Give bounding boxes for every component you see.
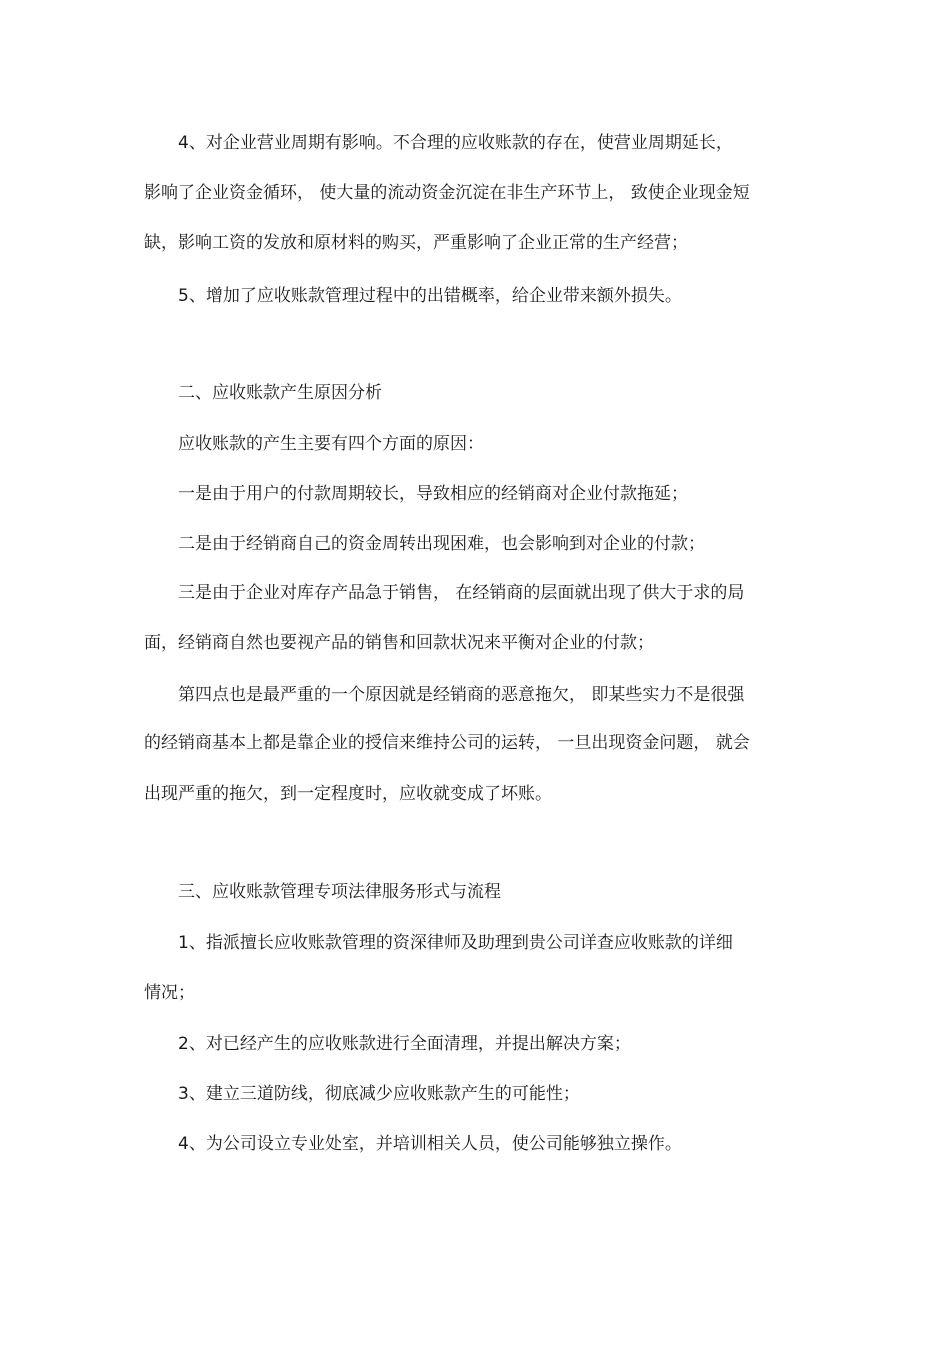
paragraph-line: 情况； — [144, 983, 195, 1003]
paragraph-line: 1、指派擅长应收账款管理的资深律师及助理到贵公司详查应收账款的详细 — [178, 933, 733, 953]
paragraph-line: 一是由于用户的付款周期较长，导致相应的经销商对企业付款拖延； — [178, 484, 688, 504]
paragraph-line: 5、增加了应收账款管理过程中的出错概率，给企业带来额外损失。 — [178, 286, 682, 306]
paragraph-line: 影响了企业资金循环， 使大量的流动资金沉淀在非生产环节上， 致使企业现金短 — [144, 183, 750, 203]
paragraph-line: 三是由于企业对库存产品急于销售， 在经销商的层面就出现了供大于求的局 — [178, 583, 745, 603]
paragraph-line: 面，经销商自然也要视产品的销售和回款状况来平衡对企业的付款； — [144, 633, 654, 653]
paragraph-line: 4、对企业营业周期有影响。不合理的应收账款的存在，使营业周期延长， — [178, 133, 733, 153]
paragraph-line: 2、对已经产生的应收账款进行全面清理，并提出解决方案； — [178, 1034, 631, 1054]
paragraph-line: 二是由于经销商自己的资金周转出现困难，也会影响到对企业的付款； — [178, 534, 705, 554]
section-heading: 三、应收账款管理专项法律服务形式与流程 — [178, 882, 501, 902]
paragraph-line: 缺，影响工资的发放和原材料的购买，严重影响了企业正常的生产经营； — [144, 233, 688, 253]
paragraph-line: 出现严重的拖欠，到一定程度时，应收就变成了坏账。 — [144, 784, 552, 804]
paragraph-line: 的经销商基本上都是靠企业的授信来维持公司的运转， 一旦出现资金问题， 就会 — [144, 733, 750, 753]
paragraph-line: 应收账款的产生主要有四个方面的原因： — [178, 434, 484, 454]
paragraph-line: 第四点也是最严重的一个原因就是经销商的恶意拖欠， 即某些实力不是很强 — [178, 685, 745, 705]
paragraph-line: 3、建立三道防线，彻底减少应收账款产生的可能性； — [178, 1084, 580, 1104]
paragraph-line: 4、为公司设立专业处室，并培训相关人员，使公司能够独立操作。 — [178, 1134, 682, 1154]
section-heading: 二、应收账款产生原因分析 — [178, 383, 382, 403]
